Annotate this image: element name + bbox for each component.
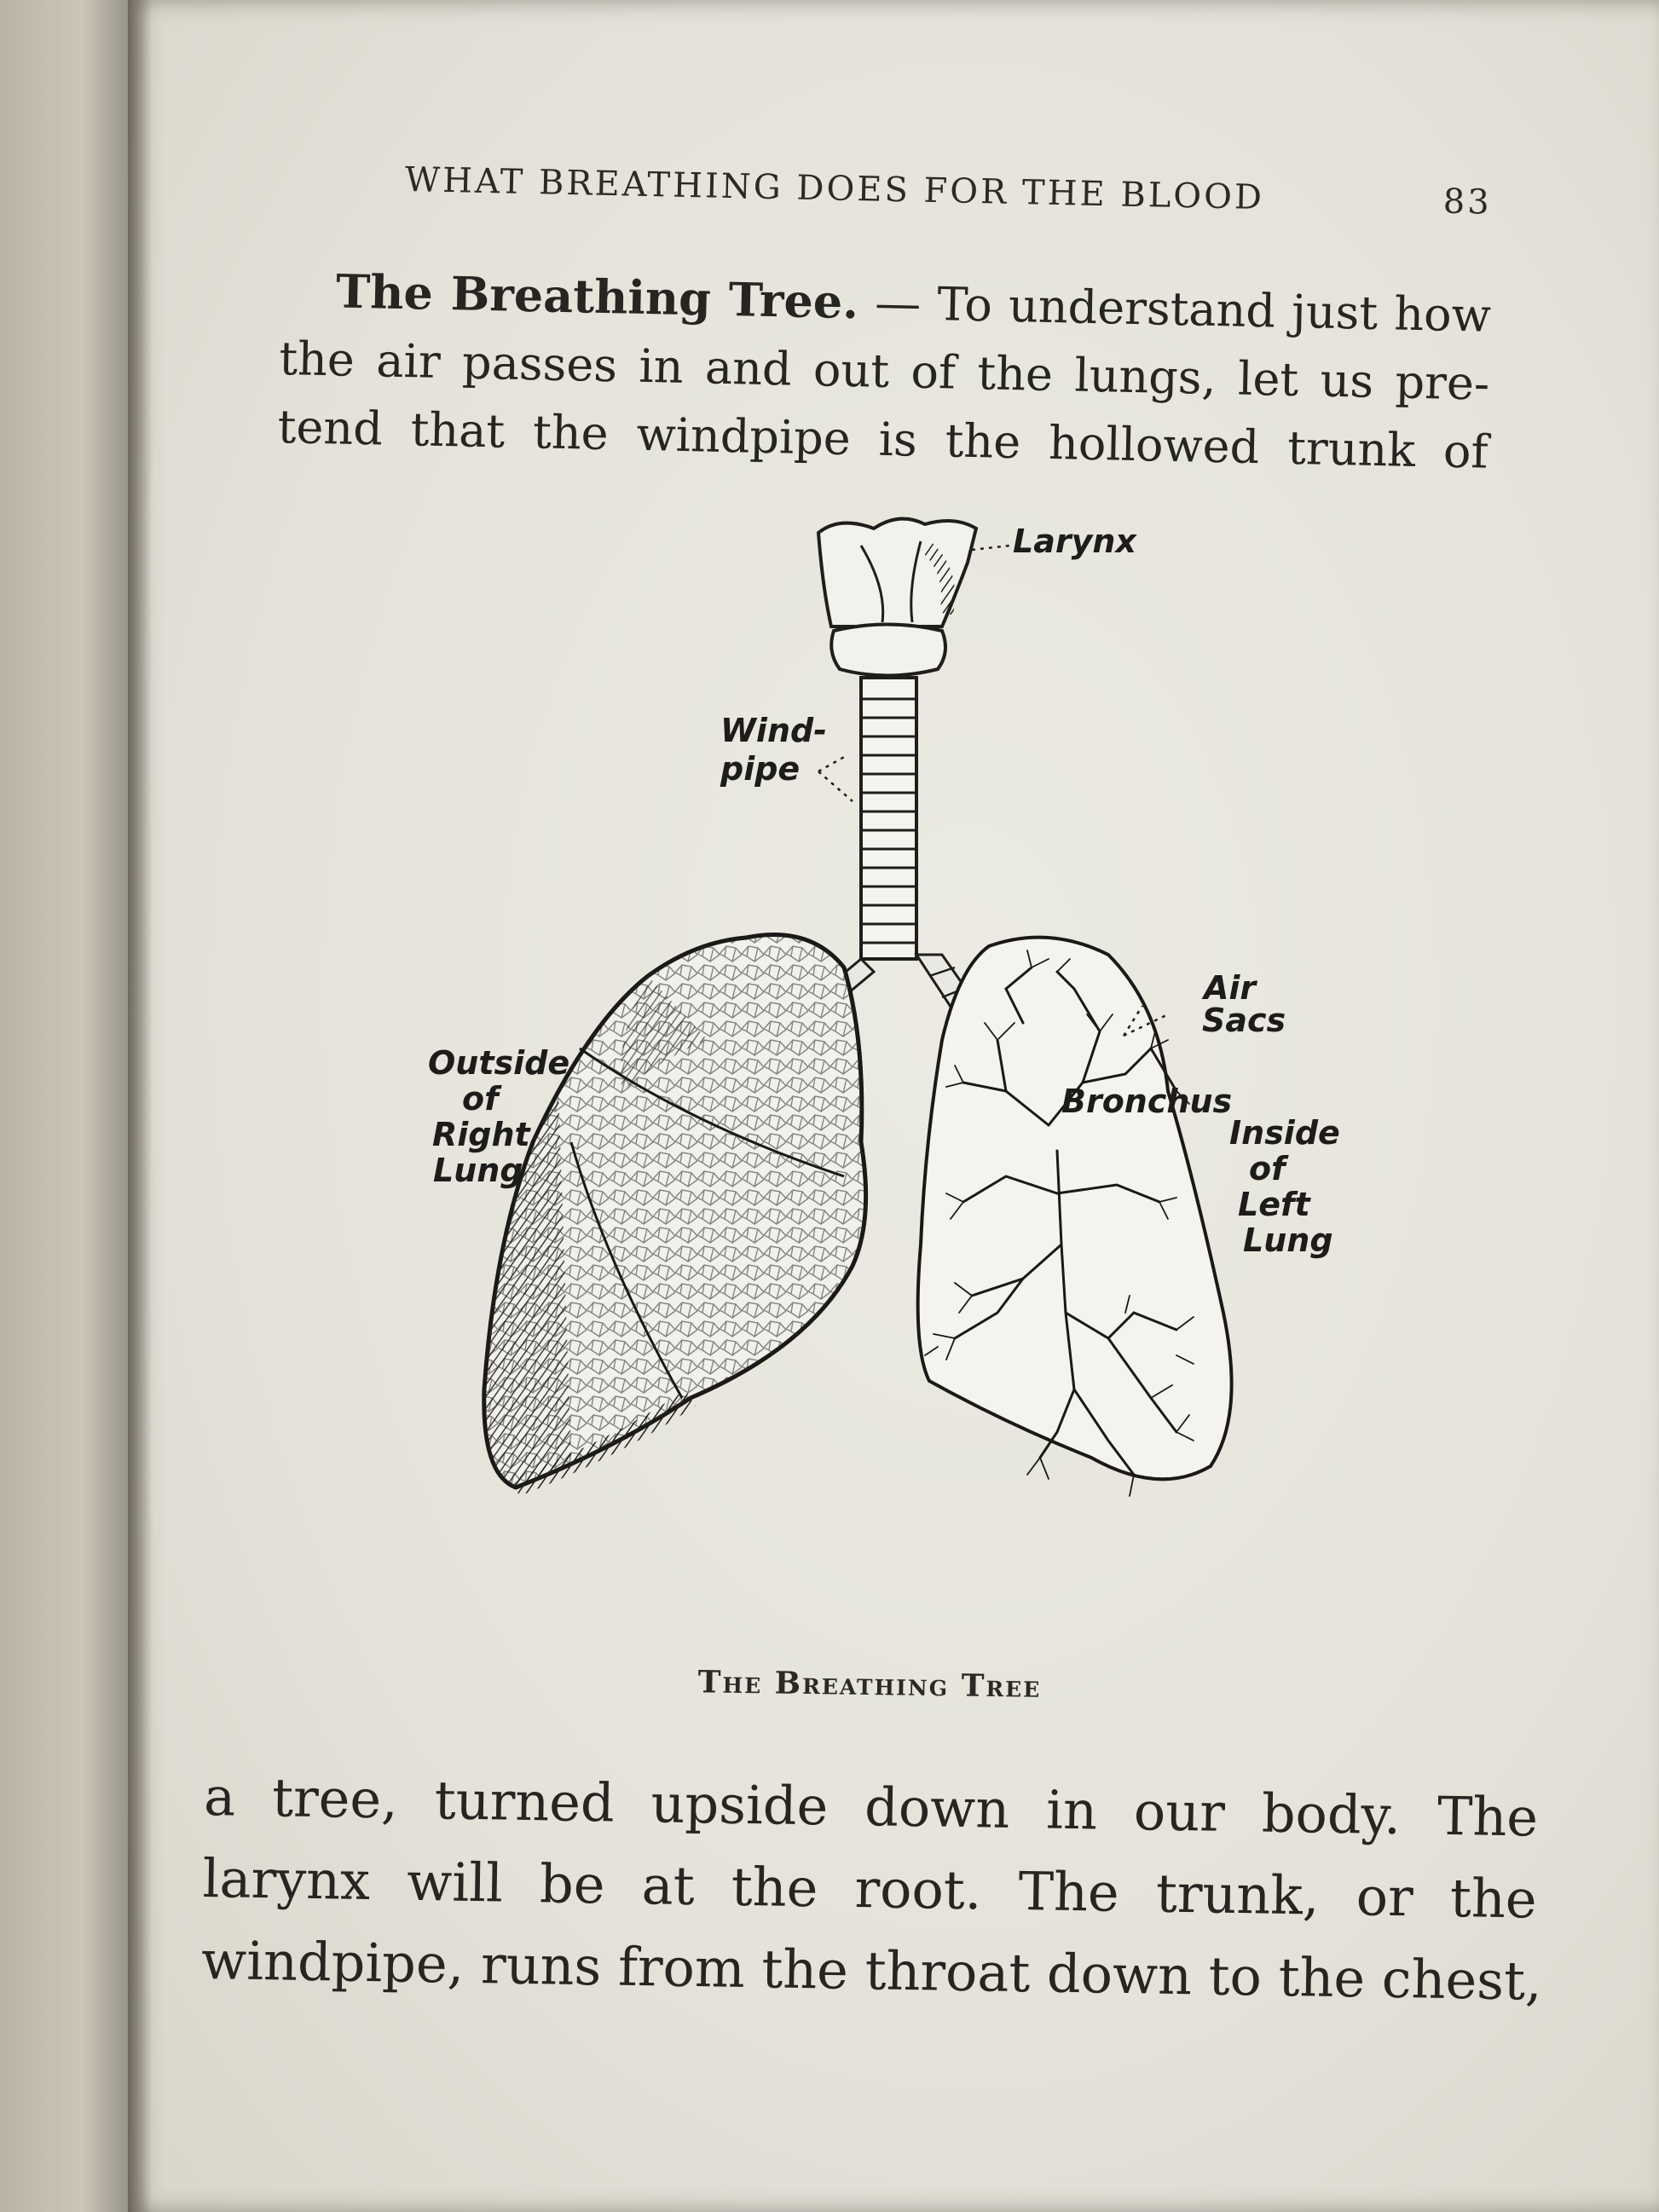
label-air-sacs-line2: Sacs [1202, 1002, 1286, 1039]
left-lung-drawing [918, 938, 1232, 1496]
label-left-lung-line3: Left [1238, 1186, 1310, 1223]
paragraph-top-line-2: the air passes in and out of the lungs, let us pre- [278, 331, 1490, 411]
paragraph-bottom-line-2: larynx will be at the root. The trunk, or the [202, 1846, 1538, 1931]
paragraph-top-line-1-text: — To understand just how [874, 275, 1492, 343]
label-windpipe-line1: Wind- [720, 712, 827, 749]
label-bronchus: Bronchus [1061, 1083, 1233, 1120]
section-heading: The Breathing Tree. [335, 263, 859, 330]
running-head-title: WHAT BREATHING DOES FOR THE BLOOD [404, 160, 1265, 218]
facing-page-edge [0, 0, 149, 2212]
paragraph-top-line-3: tend that the windpipe is the hollowed trunk of [277, 399, 1489, 479]
breathing-tree-figure [409, 494, 1364, 1645]
lungs-illustration [409, 494, 1364, 1645]
larynx-drawing [818, 519, 976, 676]
label-windpipe-line2: pipe [720, 750, 801, 788]
book-gutter [128, 0, 152, 2212]
label-right-lung-line2: of [462, 1080, 499, 1118]
right-lung-drawing [484, 935, 866, 1487]
paragraph-top [277, 256, 1492, 487]
label-left-lung-line4: Lung [1243, 1222, 1333, 1259]
label-larynx: Larynx [1013, 523, 1136, 560]
paragraph-bottom-line-3: windpipe, runs from the throat down to the chest, [200, 1928, 1543, 2013]
label-right-lung-line1: Outside [428, 1044, 570, 1082]
page-number: 83 [1442, 182, 1493, 222]
label-right-lung-line4: Lung [433, 1152, 523, 1189]
paragraph-bottom [200, 1756, 1543, 2023]
label-left-lung-line1: Inside [1229, 1114, 1340, 1152]
figure-caption: The Breathing Tree [697, 1664, 1042, 1705]
paragraph-bottom-line-1: a tree, turned upside down in our body. The [203, 1764, 1539, 1849]
label-left-lung-line2: of [1249, 1150, 1286, 1187]
label-air-sacs-line1: Air [1204, 969, 1257, 1007]
label-right-lung-line3: Right [432, 1116, 530, 1153]
